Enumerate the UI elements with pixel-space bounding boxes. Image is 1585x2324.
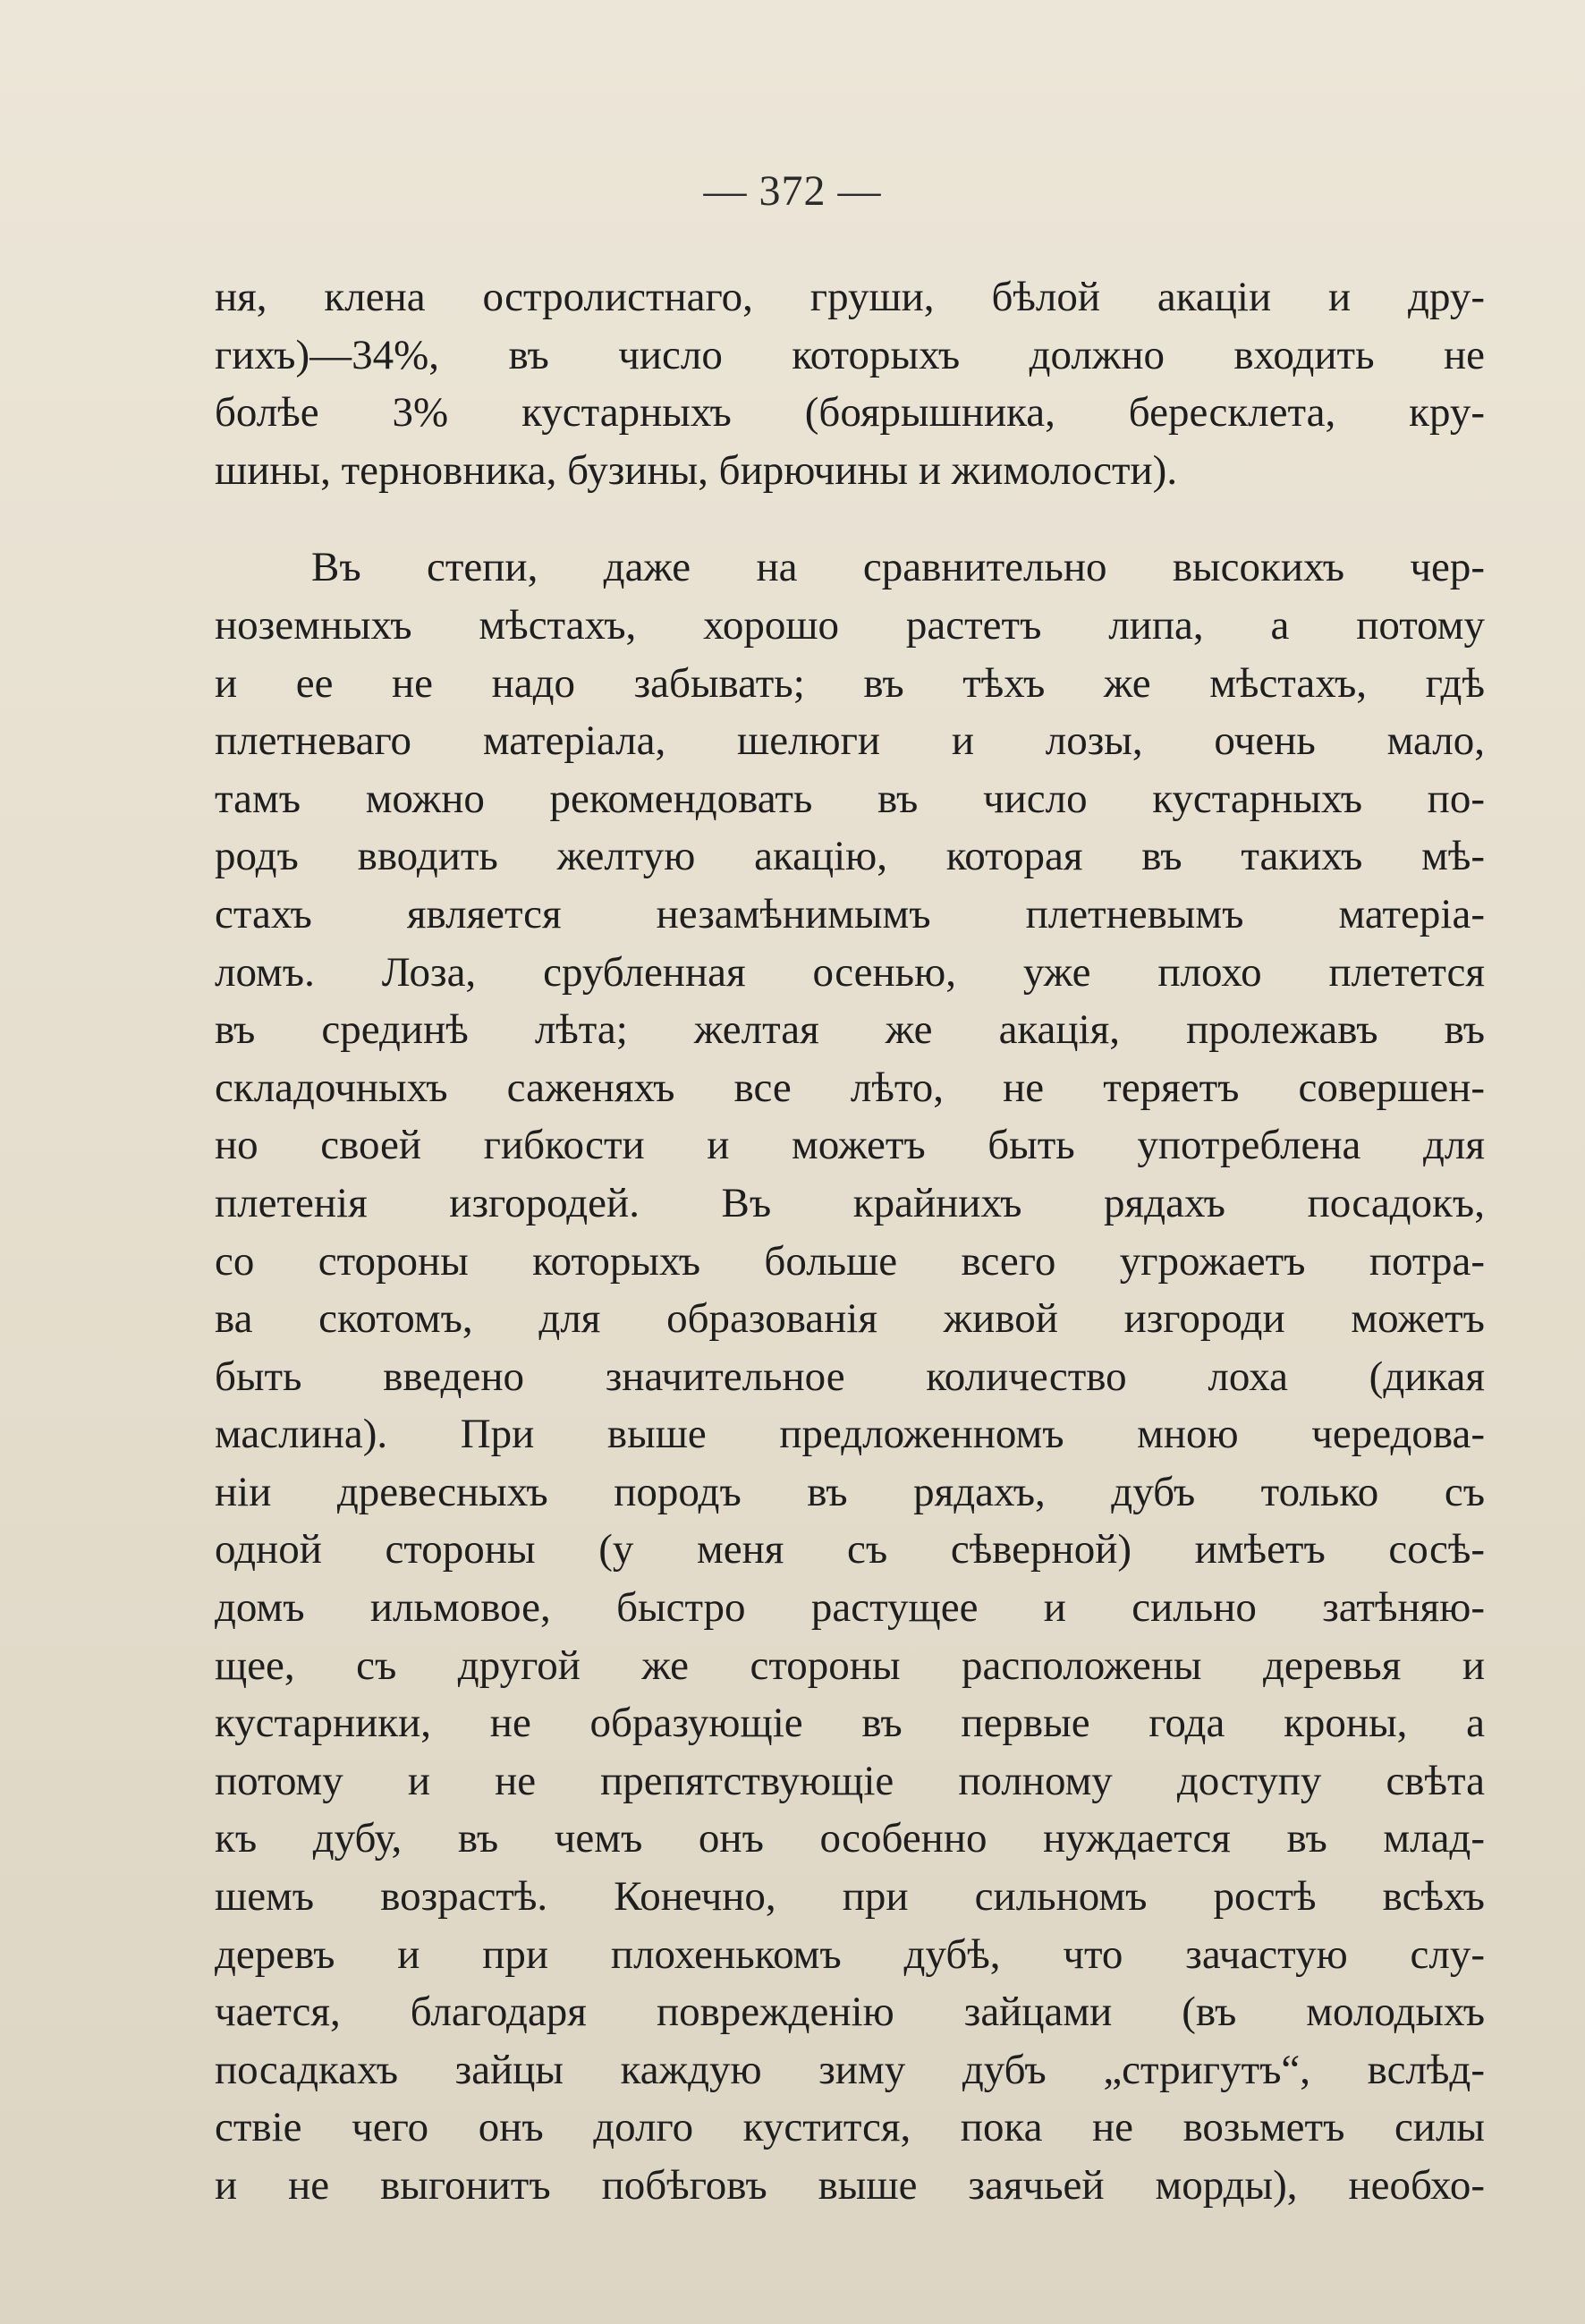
paragraph-2 bbox=[215, 539, 1485, 2214]
text-line: Въ степи, даже на сравнительно высокихъ чер- bbox=[311, 544, 1485, 591]
paragraph-1 bbox=[215, 268, 1485, 499]
text-line: ня, клена остролистнаго, груши, бѣлой акаціи и дру- bbox=[215, 274, 1485, 320]
text-line: ноземныхъ мѣстахъ, хорошо растетъ липа, а потому bbox=[215, 601, 1485, 649]
text-line: въ срединѣ лѣта; желтая же акація, пролежавъ въ bbox=[215, 1006, 1485, 1054]
text-line: быть введено значительное количество лоха (дикая bbox=[215, 1353, 1485, 1400]
text-line: шины, терновника, бузины, бирючины и жимолости). bbox=[215, 446, 1178, 494]
text-line: ва скотомъ, для образованія живой изгороди можетъ bbox=[215, 1295, 1485, 1343]
text-line: плетневаго матеріала, шелюги и лозы, очень мало, bbox=[215, 717, 1485, 765]
text-line: складочныхъ саженяхъ все лѣто, не теряетъ совершен- bbox=[215, 1064, 1485, 1111]
text-line: потому и не препятствующіе полному доступу свѣта bbox=[215, 1757, 1485, 1804]
text-line: одной стороны (у меня съ сѣверной) имѣетъ сосѣ- bbox=[215, 1526, 1485, 1573]
text-line: щее, съ другой же стороны расположены деревья и bbox=[215, 1641, 1485, 1689]
text-line: ствіе чего онъ долго кустится, пока не возьметъ силы bbox=[215, 2104, 1485, 2151]
text-line: ломъ. Лоза, срубленная осенью, уже плохо плетется bbox=[215, 948, 1485, 996]
text-line: и ее не надо забывать; въ тѣхъ же мѣстахъ, гдѣ bbox=[215, 659, 1485, 707]
text-line: ніи древесныхъ породъ въ рядахъ, дубъ только съ bbox=[215, 1468, 1485, 1515]
text-line: родъ вводить желтую акацію, которая въ такихъ мѣ- bbox=[215, 833, 1485, 880]
text-line: со стороны которыхъ больше всего угрожаетъ потра- bbox=[215, 1237, 1485, 1285]
text-line: шемъ возрастѣ. Конечно, при сильномъ ростѣ всѣхъ bbox=[215, 1873, 1485, 1921]
text-line: маслина). При выше предложенномъ мною чередова- bbox=[215, 1411, 1485, 1458]
text-line: гихъ)—34%, въ число которыхъ должно входить не bbox=[215, 331, 1485, 378]
text-line: тамъ можно рекомендовать въ число кустарныхъ по- bbox=[215, 775, 1485, 822]
text-line: домъ ильмовое, быстро растущее и сильно затѣняю- bbox=[215, 1584, 1485, 1632]
text-line: деревъ и при плохенькомъ дубѣ, что зачастую слу- bbox=[215, 1930, 1485, 1978]
text-line: болѣе 3% кустарныхъ (боярышника, бересклета, кру- bbox=[215, 389, 1485, 437]
text-line: посадкахъ зайцы каждую зиму дубъ „стригутъ“, вслѣд- bbox=[215, 2046, 1485, 2093]
text-line: стахъ является незамѣнимымъ плетневымъ матеріа- bbox=[215, 890, 1485, 937]
text-line: но своей гибкости и можетъ быть употреблена для bbox=[215, 1122, 1485, 1169]
text-line: кустарники, не образующіе въ первые года кроны, а bbox=[215, 1700, 1485, 1747]
page-number: — 372 — bbox=[703, 167, 882, 215]
text-line: плетенія изгородей. Въ крайнихъ рядахъ посадокъ, bbox=[215, 1179, 1485, 1226]
paragraph-gap bbox=[215, 499, 1485, 539]
body-text bbox=[215, 268, 1485, 2215]
text-line: къ дубу, въ чемъ онъ особенно нуждается въ млад- bbox=[215, 1815, 1485, 1862]
text-line: чается, благодаря поврежденію зайцами (въ молодыхъ bbox=[215, 1989, 1485, 2036]
text-line: и не выгонитъ побѣговъ выше заячьей морды), необхо- bbox=[215, 2162, 1485, 2209]
